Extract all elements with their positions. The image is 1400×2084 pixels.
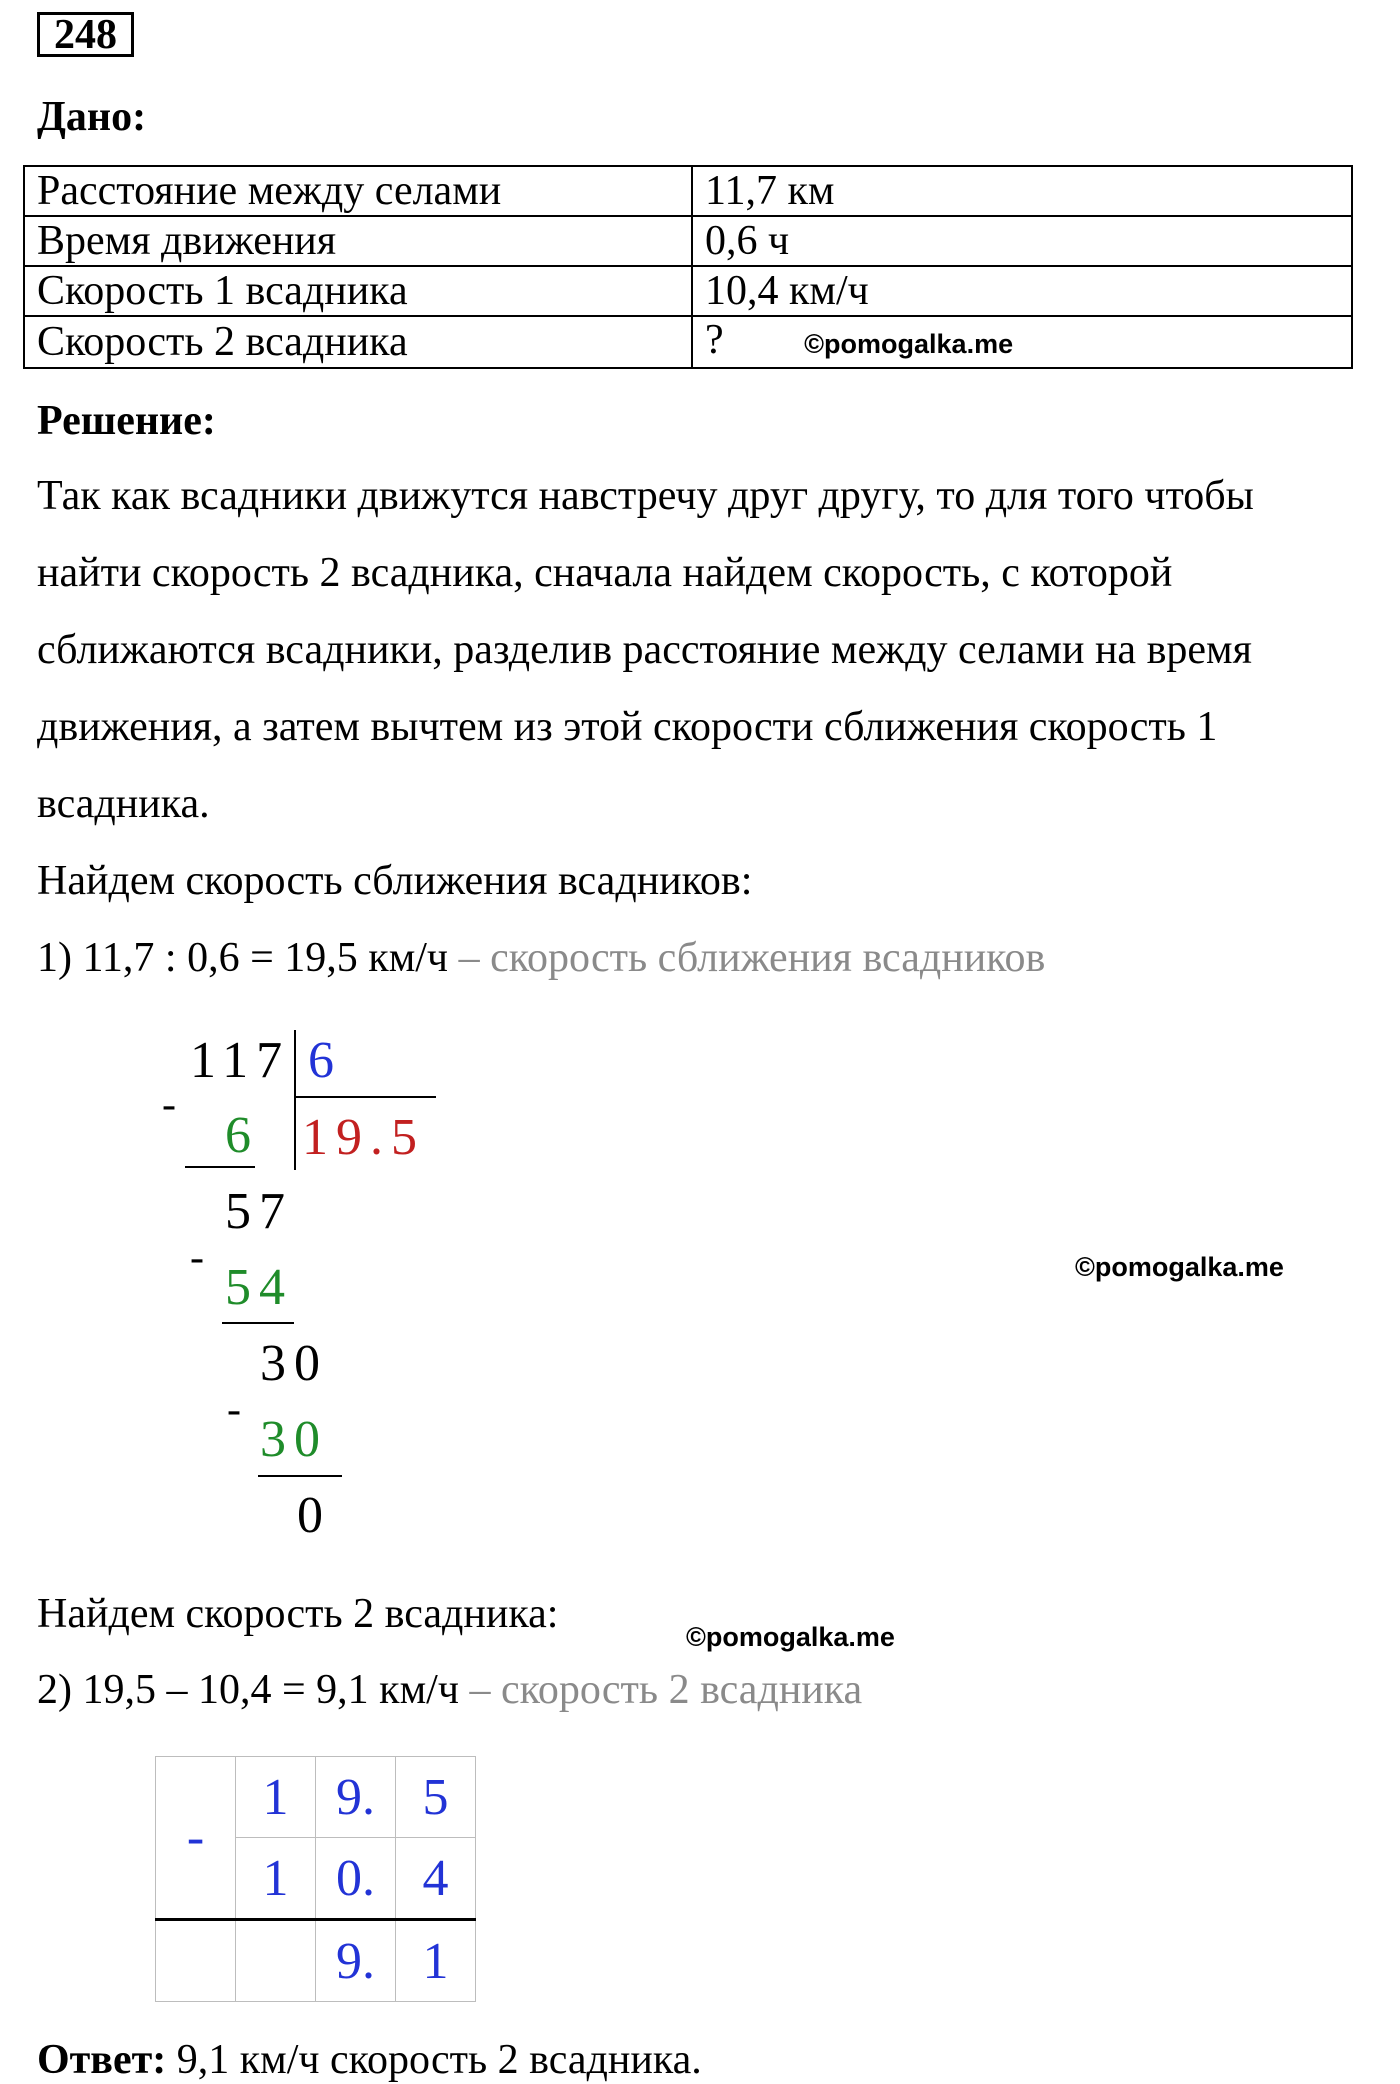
- table-row: [156, 1920, 476, 2002]
- digit-cell: 0.: [316, 1838, 396, 1920]
- subtrahend: 30: [260, 1411, 328, 1468]
- digit-cell: [236, 1920, 316, 2002]
- digit-cell: 1: [396, 1920, 476, 2002]
- minus-sign: -: [156, 1757, 236, 1920]
- step2-intro: Найдем скорость 2 всадника:: [37, 1591, 559, 1637]
- division-bracket-vertical: [294, 1030, 296, 1170]
- given-value: 10,4 км/ч: [692, 266, 1352, 316]
- solution-line: Так как всадники движутся навстречу друг другу, то для того чтобы: [37, 473, 1254, 519]
- table-row: [24, 216, 1352, 266]
- solution-heading: Решение:: [37, 398, 216, 444]
- digit-cell: 1: [236, 1757, 316, 1838]
- subtrahend: 6: [225, 1107, 259, 1164]
- divisor: 6: [308, 1032, 342, 1089]
- given-label: Скорость 2 всадника: [24, 316, 692, 368]
- answer-line: [37, 2036, 702, 2084]
- given-heading: Дано:: [37, 94, 147, 140]
- table-row: [24, 316, 1352, 368]
- watermark: ©pomogalka.me: [1075, 1252, 1284, 1282]
- division-line: [258, 1475, 342, 1477]
- digit-cell: 4: [396, 1838, 476, 1920]
- step2-note: – скорость 2 всадника: [458, 1667, 863, 1713]
- problem-number: 248: [37, 12, 134, 57]
- step1-line: [37, 934, 1045, 982]
- table-row: [24, 266, 1352, 316]
- given-value: 11,7 км: [692, 166, 1352, 216]
- minus-sign: -: [227, 1387, 241, 1433]
- solution-line: сближаются всадники, разделив расстояние между селами на время: [37, 627, 1252, 673]
- answer-text: 9,1 км/ч скорость 2 всадника.: [166, 2037, 702, 2083]
- remainder: 0: [297, 1487, 331, 1544]
- remainder: 30: [260, 1335, 328, 1392]
- step1-note: – скорость сближения всадников: [448, 935, 1046, 981]
- answer-label: Ответ:: [37, 2037, 167, 2083]
- given-label: Скорость 1 всадника: [24, 266, 692, 316]
- digit-cell: 9.: [316, 1920, 396, 2002]
- division-line: [185, 1166, 255, 1168]
- solution-paragraph: [37, 458, 1337, 843]
- minus-sign: -: [162, 1082, 176, 1128]
- digit-cell: 1: [236, 1838, 316, 1920]
- table-row: [24, 166, 1352, 216]
- column-subtraction: [155, 1756, 476, 2002]
- subtrahend: 54: [225, 1259, 293, 1316]
- solution-line: всадника.: [37, 781, 210, 827]
- step2-line: [37, 1666, 862, 1714]
- digit-cell: 5: [396, 1757, 476, 1838]
- division-bracket-horizontal: [296, 1096, 436, 1098]
- given-value: [692, 316, 1352, 368]
- minus-sign: -: [190, 1235, 204, 1281]
- digit-cell: 9.: [316, 1757, 396, 1838]
- solution-line: движения, а затем вычтем из этой скорости сближения скорость 1: [37, 704, 1218, 750]
- unknown-mark: ?: [705, 317, 724, 363]
- quotient: 19.5: [302, 1109, 425, 1166]
- given-value: 0,6 ч: [692, 216, 1352, 266]
- table-row: [156, 1757, 476, 1838]
- step1-intro: Найдем скорость сближения всадников:: [37, 858, 753, 904]
- division-line: [222, 1322, 294, 1324]
- solution-line: найти скорость 2 всадника, сначала найдем скорость, с которой: [37, 550, 1173, 596]
- watermark: ©pomogalka.me: [686, 1622, 895, 1652]
- dividend: 117: [190, 1032, 291, 1089]
- given-label: Время движения: [24, 216, 692, 266]
- watermark: ©pomogalka.me: [804, 329, 1014, 359]
- remainder: 57: [225, 1183, 293, 1240]
- step1-equation: 1) 11,7 : 0,6 = 19,5 км/ч: [37, 935, 449, 981]
- given-table: [23, 165, 1353, 369]
- digit-cell: [156, 1920, 236, 2002]
- given-label: Расстояние между селами: [24, 166, 692, 216]
- step2-equation: 2) 19,5 – 10,4 = 9,1 км/ч: [37, 1667, 459, 1713]
